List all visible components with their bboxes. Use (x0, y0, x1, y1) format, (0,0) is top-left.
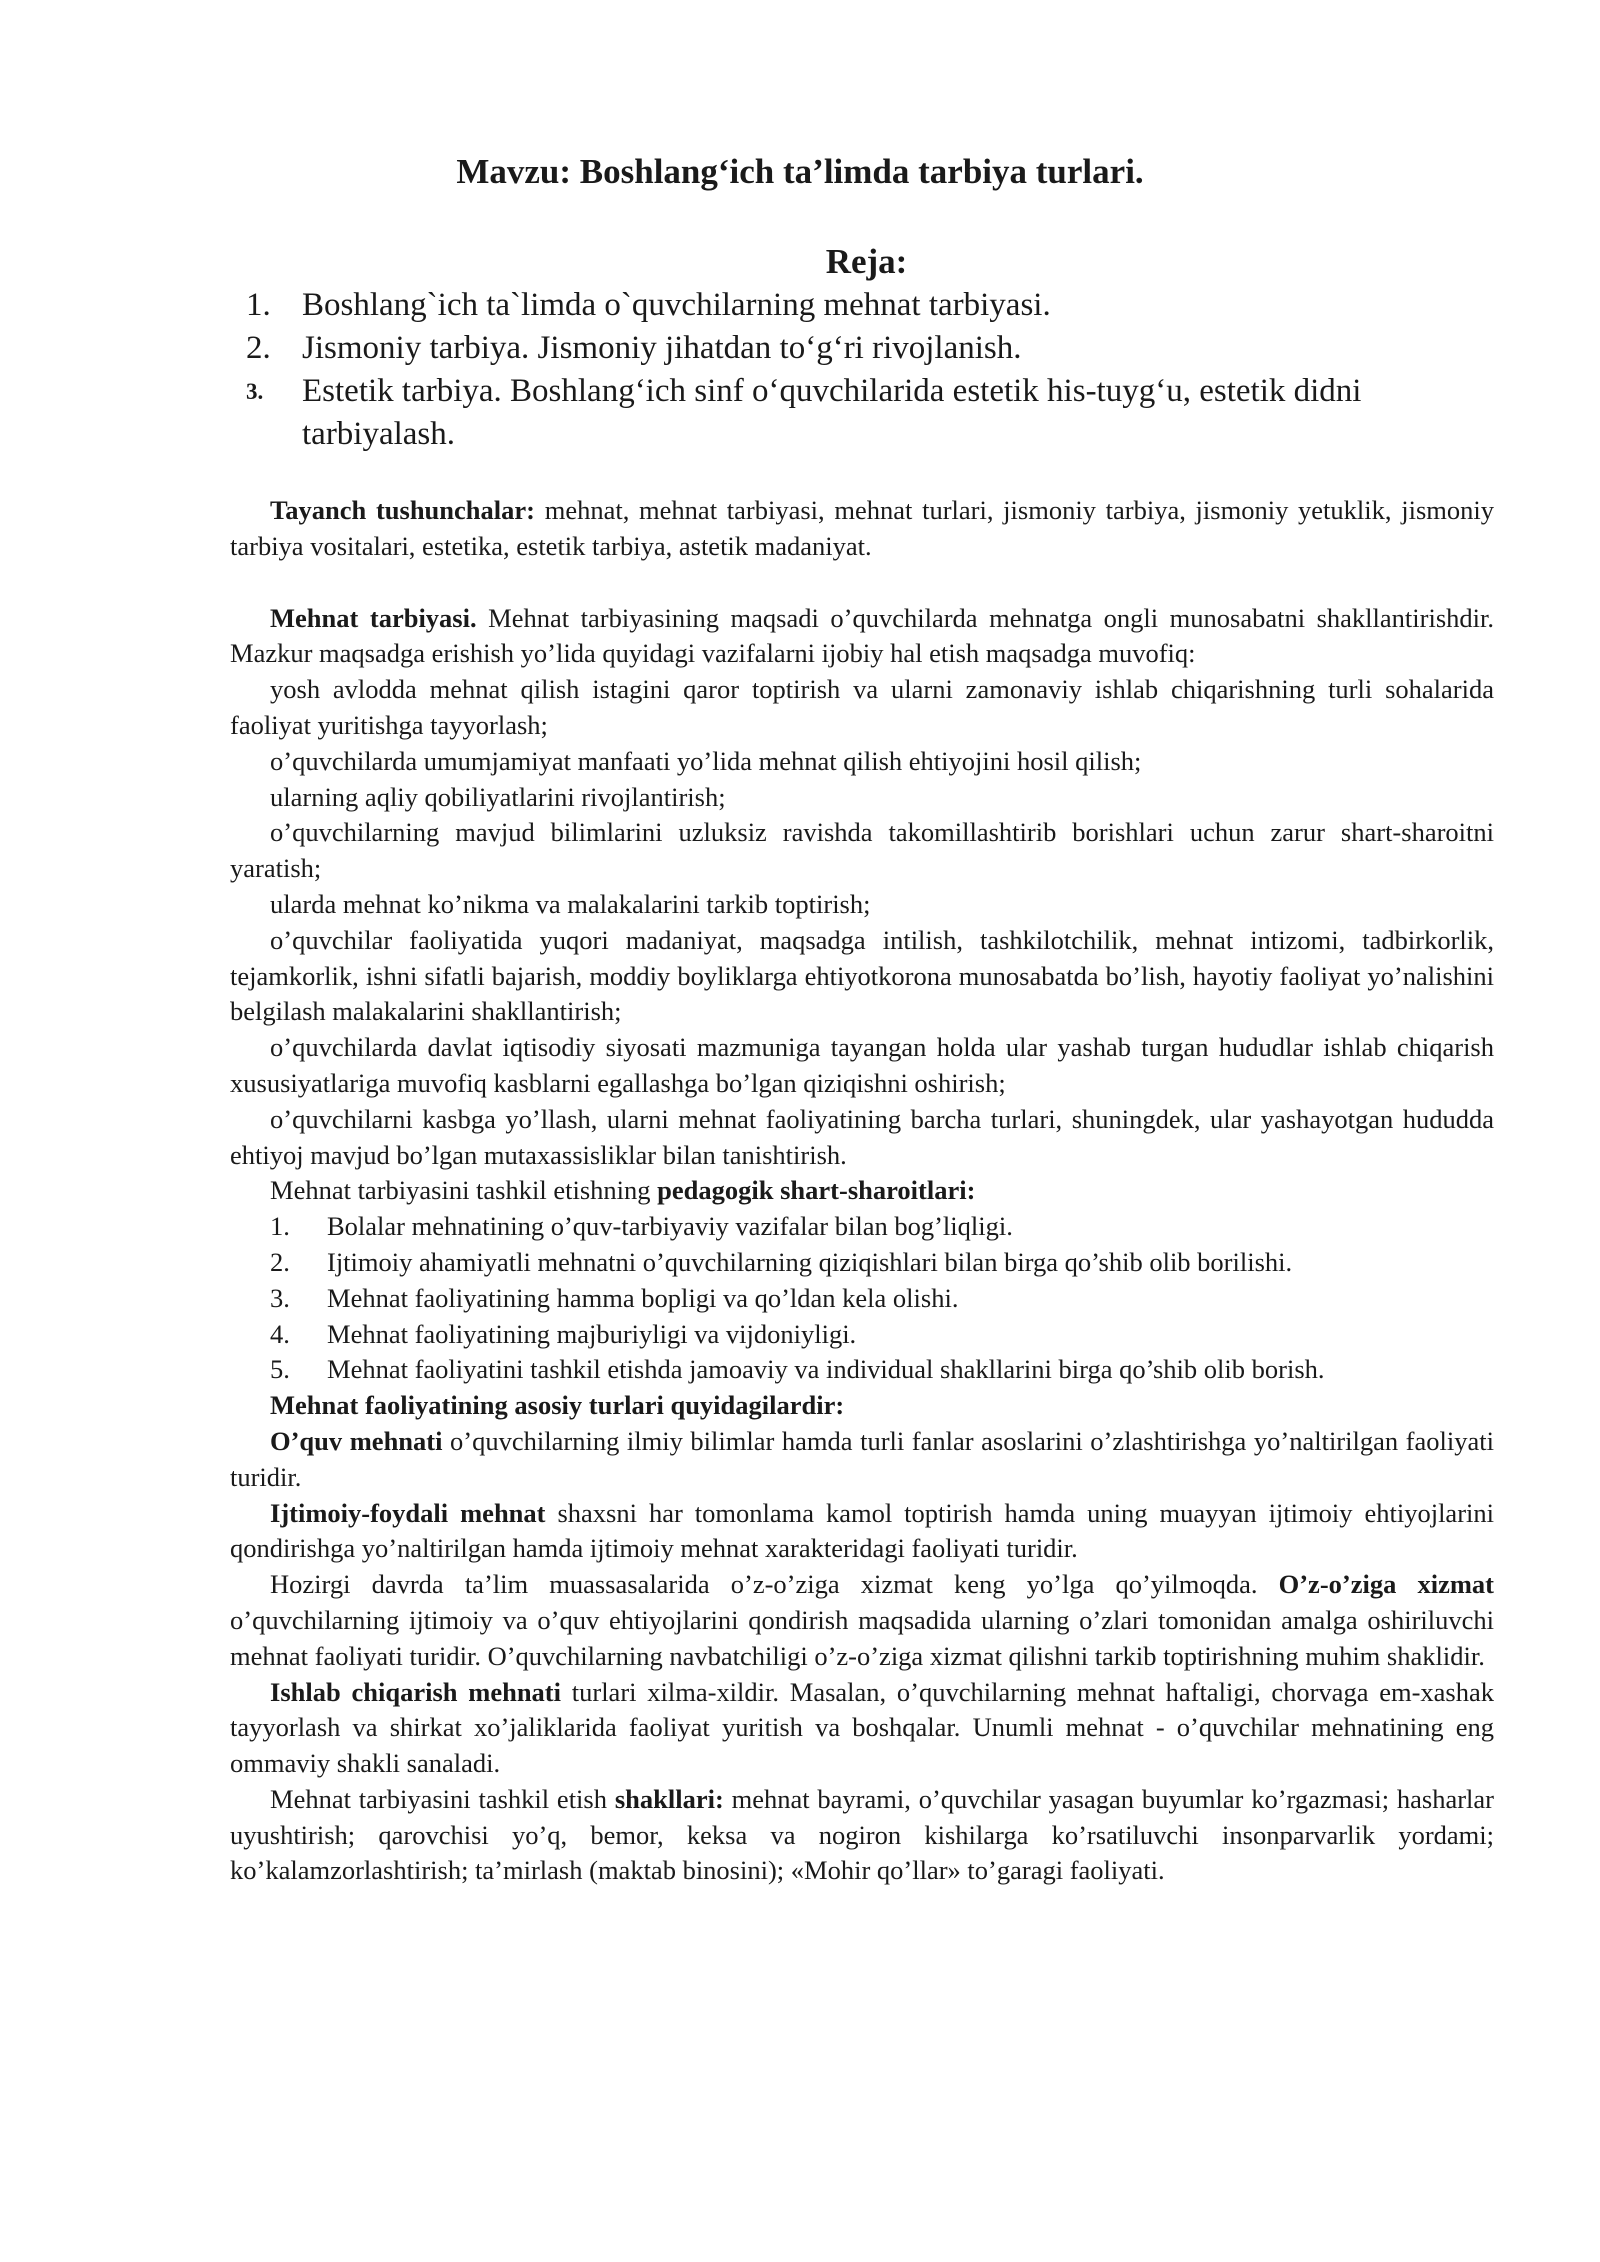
conditions-lead (230, 1173, 1494, 1209)
condition-number: 1. (270, 1211, 290, 1242)
plan-item-text: Estetik tarbiya. Boshlang‘ich sinf o‘quvchilarida estetik his-tuyg‘u, estetik didni tarbiyalash. (302, 373, 1362, 452)
study-labor-text: o’quvchilarning ilmiy bilimlar hamda turli fanlar asoslarini o’zlashtirishga yo’naltirilgan faoliyati turidir. (230, 1425, 1494, 1492)
condition-item (230, 1209, 1494, 1245)
labor-types-heading (230, 1388, 1494, 1424)
self-service-paragraph (230, 1567, 1494, 1674)
self-service-text: o’quvchilarning ijtimoiy va o’quv ehtiyojlarini qondirish maqsadida ularning o’zlari tomonidan amalga oshiriluvchi mehnat faoliyati turidir. O’quvchilarning navbatchiligi o’z-o’ziga xizmat qilishni tarkib toptirishning muhim shaklidir. (230, 1604, 1494, 1671)
self-service-label: O’z-o’ziga xizmat (1278, 1569, 1494, 1600)
plan-item (246, 370, 1486, 456)
study-labor-label: O’quv mehnati (270, 1425, 443, 1456)
self-service-lead: Hozirgi davrda ta’lim muassasalarida o’z-o’ziga xizmat keng yo’lga qo’yilmoqda. (270, 1569, 1279, 1600)
task-item: o’quvchilar faoliyatida yuqori madaniyat, maqsadga intilish, tashkilotchilik, mehnat intizomi, tadbirkorlik, tejamkorlik, ishni sifatli bajarish, moddiy boyliklarga ehtiyotkorona munosabatda bo’lish, hayotiy faoliyat yo’nalishini belgilash malakalarini shakllantirish; (230, 924, 1494, 1027)
forms-lead: Mehnat tarbiyasini tashkil etish (270, 1783, 615, 1814)
document-body (230, 493, 1494, 1889)
production-labor-text: turlari xilma-xildir. Masalan, o’quvchilarning mehnat haftaligi, chorvaga em-xashak tayyorlash va shirkat xo’jaliklarida faoliyat yuritish va boshqalar. Unumli mehnat - o’quvchilar mehnatining eng ommaviy shakli sanaladi. (230, 1676, 1494, 1779)
labor-types-heading-text: Mehnat faoliyatining asosiy turlari quyidagilardir: (270, 1390, 845, 1421)
condition-item (230, 1352, 1494, 1388)
plan-heading: Reja: (825, 242, 908, 281)
conditions-lead-text: Mehnat tarbiyasini tashkil etishning (270, 1175, 658, 1206)
condition-text: Mehnat faoliyatini tashkil etishda jamoaviy va individual shakllarini birga qo’shib olib borish. (327, 1354, 1325, 1385)
condition-number: 5. (270, 1354, 290, 1385)
forms-label: shakllari: (614, 1783, 724, 1814)
plan-item (246, 284, 1486, 327)
task-item: o’quvchilarda umumjamiyat manfaati yo’lida mehnat qilish ehtiyojini hosil qilish; (270, 745, 1142, 776)
task-item: yosh avlodda mehnat qilish istagini qaror toptirish va ularni zamonaviy ishlab chiqarishning turli sohalarida faoliyat yuritishga tayyorlash; (230, 674, 1494, 740)
page-title: Mavzu: Boshlang‘ich ta’limda tarbiya turlari. (456, 152, 1144, 191)
task-item: o’quvchilarning mavjud bilimlarini uzluksiz ravishda takomillashtirib borishlari uchun zarur shart-sharoitni yaratish; (230, 817, 1494, 884)
forms-paragraph (230, 1782, 1494, 1889)
task-item: ularning aqliy qobiliyatlarini rivojlantirish; (270, 781, 726, 812)
task-item: ularda mehnat ko’nikma va malakalarini tarkib toptirish; (270, 888, 871, 919)
social-labor-label: Ijtimoiy-foydali mehnat (270, 1497, 546, 1528)
keywords-paragraph (230, 493, 1494, 565)
condition-number: 4. (270, 1318, 290, 1349)
condition-number: 3. (270, 1282, 290, 1313)
task-item: o’quvchilarda davlat iqtisodiy siyosati mazmuniga tayangan holda ular yashab turgan hududlar ishlab chiqarish xususiyatlariga muvofiq kasblarni egallashga bo’lgan qiziqishni oshirish; (230, 1032, 1494, 1098)
task-item: o’quvchilarni kasbga yo’llash, ularni mehnat faoliyatining barcha turlari, shuningdek, ular yashayotgan hududda ehtiyoj mavjud bo’lgan mutaxassisliklar bilan tanishtirish. (230, 1103, 1494, 1170)
production-labor-label: Ishlab chiqarish mehnati (270, 1676, 561, 1707)
condition-text: Ijtimoiy ahamiyatli mehnatni o’quvchilarning qiziqishlari bilan birga qo’shib olib borilishi. (327, 1246, 1293, 1277)
plan-item-text: Jismoniy tarbiya. Jismoniy jihatdan to‘g‘ri rivojlanish. (302, 330, 1022, 366)
plan-item (246, 327, 1486, 370)
forms-text: mehnat bayrami, o’quvchilar yasagan buyumlar ko’rgazmasi; hasharlar uyushtirish; qarovchisi yo’q, bemor, keksa va nogiron kishilarga ko’rsatiluvchi insonparvarlik yordami; ko’kalamzorlashtirish; ta’mirlash (maktab binosini); «Mohir qo’llar» to’garagi faoliyati. (230, 1783, 1494, 1886)
labor-education-intro (230, 601, 1494, 673)
plan-item-number: 3. (246, 379, 264, 404)
plan-item-number: 2. (246, 330, 271, 366)
social-labor-text: shaxsni har tomonlama kamol toptirish hamda uning muayyan ijtimoiy ehtiyojlarini qondirishga yo’naltirilgan hamda ijtimoiy mehnat xarakteridagi faoliyati turidir. (230, 1497, 1494, 1564)
plan-item-text: Boshlang`ich ta`limda o`quvchilarning mehnat tarbiyasi. (302, 287, 1051, 323)
conditions-label: pedagogik shart-sharoitlari: (657, 1175, 976, 1206)
condition-text: Mehnat faoliyatining majburiyligi va vijdoniyligi. (327, 1318, 857, 1349)
keywords-label: Tayanch tushunchalar: (270, 495, 535, 525)
condition-number: 2. (270, 1246, 290, 1277)
condition-item (230, 1317, 1494, 1353)
study-labor-paragraph (230, 1424, 1494, 1496)
condition-text: Mehnat faoliyatining hamma bopligi va qo’ldan kela olishi. (327, 1282, 959, 1313)
condition-text: Bolalar mehnatining o’quv-tarbiyaviy vazifalar bilan bog’liqligi. (327, 1211, 1013, 1242)
plan-list (246, 284, 1486, 456)
labor-education-text: Mehnat tarbiyasining maqsadi o’quvchilarda mehnatga ongli munosabatni shakllantirishdir. Mazkur maqsadga erishish yo’lida quyidagi vazifalarni ijobiy hal etish maqsadga muvofiq: (230, 602, 1494, 669)
condition-item (230, 1245, 1494, 1281)
social-labor-paragraph (230, 1496, 1494, 1568)
keywords-text: mehnat, mehnat tarbiyasi, mehnat turlari, jismoniy tarbiya, jismoniy yetuklik, jismoniy tarbiya vositalari, estetika, estetik tarbiya, astetik madaniyat. (230, 495, 1494, 561)
production-labor-paragraph (230, 1675, 1494, 1782)
plan-item-number: 1. (246, 287, 271, 323)
labor-education-label: Mehnat tarbiyasi. (270, 602, 477, 633)
condition-item (230, 1281, 1494, 1317)
